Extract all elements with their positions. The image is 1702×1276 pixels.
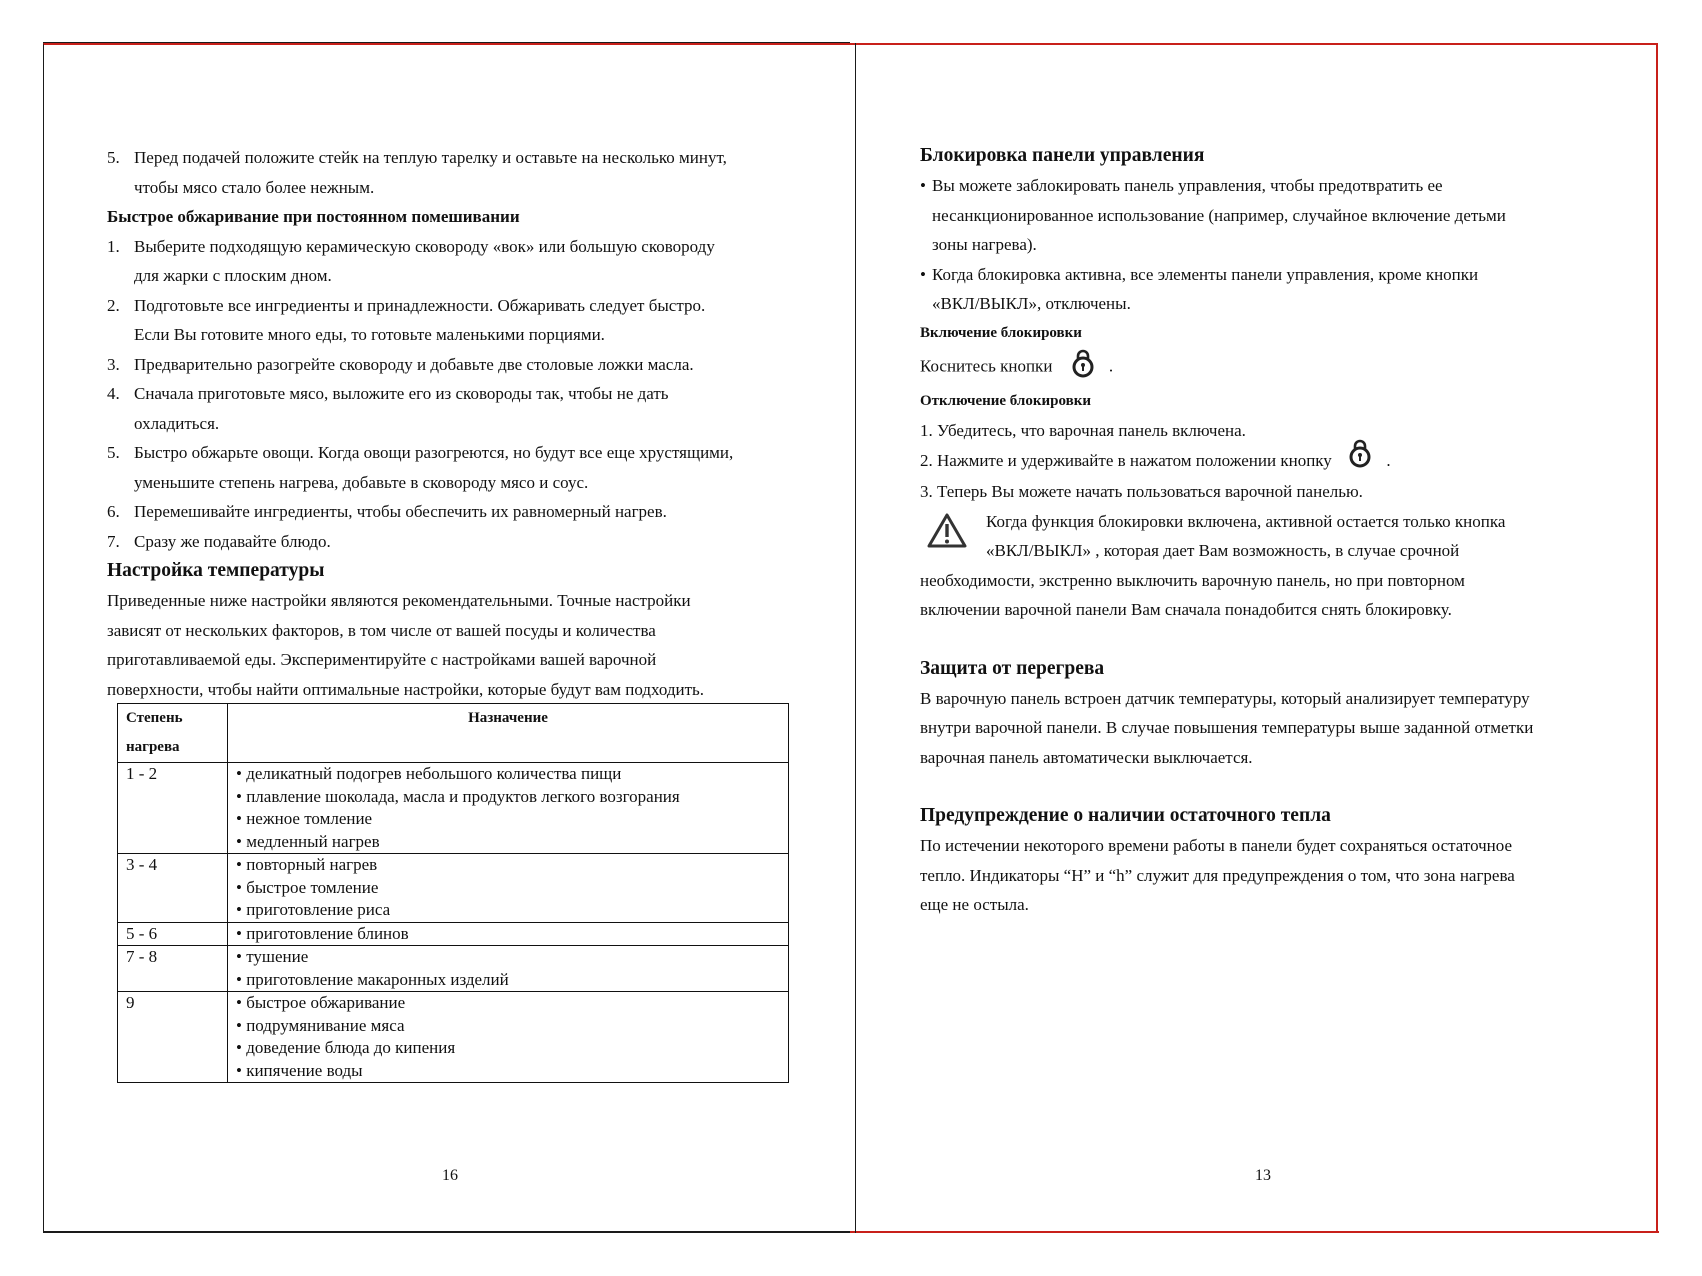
bullet-text: Вы можете заблокировать панель управления, чтобы предотвратить ее: [932, 176, 1443, 195]
paragraph-line: варочная панель автоматически выключается.: [920, 747, 1253, 767]
purpose-bullet: • медленный нагрев: [236, 831, 380, 851]
item-number: 6.: [107, 502, 120, 521]
item-text: Перемешивайте ингредиенты, чтобы обеспечить их равномерный нагрев.: [134, 502, 667, 521]
purpose-cell: [228, 854, 789, 923]
warning-text: включении варочной панели Вам сначала понадобится снять блокировку.: [920, 600, 1452, 620]
item-text: Выберите подходящую керамическую сковороду «вок» или большую сковороду: [134, 236, 715, 256]
punctuation: .: [1108, 356, 1114, 376]
heat-level-cell: 9: [118, 992, 228, 1083]
item-text: Сначала приготовьте мясо, выложите его из сковороды так, чтобы не дать: [134, 384, 669, 403]
table-row: [118, 854, 789, 923]
list-item: [107, 438, 807, 468]
page-number: 13: [1255, 1167, 1271, 1184]
step-text: 2. Нажмите и удерживайте в нажатом положении кнопку: [920, 450, 1332, 470]
paragraph-line: поверхности, чтобы найти оптимальные настройки, которые будут вам подходить.: [107, 679, 705, 699]
bullet-item: • Когда блокировка активна, все элементы панели управления, кроме кнопки: [920, 260, 1608, 290]
section-heading-overheat: Защита от перегрева: [920, 657, 1105, 679]
subheading-disable-lock: Отключение блокировки: [920, 393, 1091, 409]
purpose-bullet: • доведение блюда до кипения: [236, 1038, 456, 1057]
purpose-bullet: • быстрое обжаривание: [236, 993, 406, 1012]
purpose-cell: [228, 922, 789, 946]
item-number: 7.: [107, 531, 120, 551]
purpose-bullet: • повторный нагрев: [236, 855, 378, 874]
disable-step: [920, 446, 1608, 478]
list-item: [107, 379, 807, 409]
paragraph-line: В варочную панель встроен датчик температуры, который анализирует температуру: [920, 688, 1530, 708]
list-item: [107, 143, 807, 173]
bullet-text-continued: несанкционированное использование (например, случайное включение детьми: [932, 205, 1506, 225]
bullet-text-continued: зоны нагрева).: [932, 235, 1037, 254]
purpose-cell: [228, 946, 789, 992]
table-row: [118, 992, 789, 1083]
item-number: 5.: [107, 443, 120, 462]
paragraph-line: приготавливаемой еды. Экспериментируйте с настройками вашей варочной: [107, 650, 657, 669]
purpose-bullet: • быстрое томление: [236, 877, 379, 897]
item-text-continued: Если Вы готовите много еды, то готовьте маленькими порциями.: [134, 325, 605, 344]
column-header-purpose: Назначение: [228, 704, 789, 763]
bullet-text-continued: «ВКЛ/ВЫКЛ», отключены.: [932, 294, 1131, 313]
item-number: 2.: [107, 295, 120, 315]
page-number: 16: [442, 1167, 458, 1184]
item-number: 1.: [107, 236, 120, 256]
item-text: Предварительно разогрейте сковороду и добавьте две столовые ложки масла.: [134, 354, 694, 374]
paragraph-line: По истечении некоторого времени работы в панели будет сохраняться остаточное: [920, 836, 1513, 856]
table-row: [118, 763, 789, 854]
item-text: Сразу же подавайте блюдо.: [134, 531, 331, 551]
section-heading-residual-heat: Предупреждение о наличии остаточного тепла: [920, 805, 1331, 827]
heat-level-cell: 3 - 4: [118, 854, 228, 923]
section-heading-lock: Блокировка панели управления: [920, 145, 1205, 166]
page-divider: [855, 43, 856, 1233]
warning-note: [920, 507, 1608, 625]
table-row: [118, 922, 789, 946]
item-text: Перед подачей положите стейк на теплую тарелку и оставьте на несколько минут,: [134, 148, 727, 167]
disable-step: 3. Теперь Вы можете начать пользоваться варочной панелью.: [920, 482, 1363, 502]
purpose-bullet: • плавление шоколада, масла и продуктов легкого возгорания: [236, 786, 680, 806]
purpose-bullet: • тушение: [236, 947, 309, 966]
warning-text: «ВКЛ/ВЫКЛ» , которая дает Вам возможность, в случае срочной: [986, 541, 1460, 561]
item-number: 3.: [107, 354, 120, 374]
list-item: [107, 350, 807, 380]
padlock-icon: [1071, 348, 1095, 388]
item-text-continued: уменьшите степень нагрева, добавьте в сковороду мясо и соус.: [134, 472, 589, 492]
enable-lock-instruction: [920, 348, 1608, 388]
purpose-bullet: • подрумянивание мяса: [236, 1015, 405, 1035]
purpose-bullet: • приготовление риса: [236, 900, 391, 919]
warning-text: Когда функция блокировки включена, активной остается только кнопка: [986, 511, 1506, 531]
warning-text: необходимости, экстренно выключить варочную панель, но при повторном: [920, 570, 1465, 590]
heat-level-cell: 5 - 6: [118, 922, 228, 946]
item-text: Подготовьте все ингредиенты и принадлежности. Обжаривать следует быстро.: [134, 295, 706, 315]
purpose-cell: [228, 763, 789, 854]
punctuation: .: [1386, 450, 1391, 470]
purpose-bullet: • нежное томление: [236, 809, 373, 828]
purpose-cell: [228, 992, 789, 1083]
section-heading-temperature: Настройка температуры: [107, 560, 325, 581]
list-item: [107, 232, 807, 262]
heat-level-table: [117, 703, 789, 1083]
list-item: [107, 291, 807, 321]
table-header-row: [118, 704, 789, 763]
instruction-text: Коснитесь кнопки: [920, 356, 1053, 376]
section-heading-stir-fry: Быстрое обжаривание при постоянном помешивании: [107, 207, 520, 226]
purpose-bullet: • кипячение воды: [236, 1060, 363, 1080]
bullet-item: • Вы можете заблокировать панель управления, чтобы предотвратить ее: [920, 171, 1608, 201]
purpose-bullet: • приготовление блинов: [236, 923, 409, 943]
purpose-bullet: • приготовление макаронных изделий: [236, 969, 509, 989]
item-text: Быстро обжарьте овощи. Когда овощи разогреются, но будут все еще хрустящими,: [134, 443, 734, 462]
column-header-level: Степень нагрева: [118, 704, 228, 763]
paragraph-line: зависят от нескольких факторов, в том числе от вашей посуды и количества: [107, 620, 656, 640]
stir-fry-steps-list: [107, 232, 807, 557]
padlock-icon: [1348, 438, 1372, 478]
heat-level-cell: 1 - 2: [118, 763, 228, 854]
item-text-continued: чтобы мясо стало более нежным.: [134, 177, 375, 197]
table-row: [118, 946, 789, 992]
list-item: [107, 527, 807, 557]
list-item: [107, 497, 807, 527]
subheading-enable-lock: Включение блокировки: [920, 324, 1082, 341]
paragraph-line: внутри варочной панели. В случае повышения температуры выше заданной отметки: [920, 718, 1534, 738]
paragraph-line: тепло. Индикаторы “H” и “h” служит для предупреждения о том, что зона нагрева: [920, 865, 1515, 885]
purpose-bullet: • деликатный подогрев небольшого количества пищи: [236, 764, 622, 783]
disable-step: 1. Убедитесь, что варочная панель включена.: [920, 421, 1246, 440]
paragraph-line: Приведенные ниже настройки являются рекомендательными. Точные настройки: [107, 591, 691, 610]
item-text-continued: охладиться.: [134, 413, 220, 433]
item-number: 5.: [107, 148, 120, 167]
bullet-text: Когда блокировка активна, все элементы панели управления, кроме кнопки: [932, 264, 1479, 284]
paragraph-line: еще не остыла.: [920, 895, 1029, 915]
item-text-continued: для жарки с плоским дном.: [134, 266, 332, 285]
heat-level-cell: 7 - 8: [118, 946, 228, 992]
item-number: 4.: [107, 384, 120, 403]
warning-triangle-icon: [925, 511, 969, 556]
